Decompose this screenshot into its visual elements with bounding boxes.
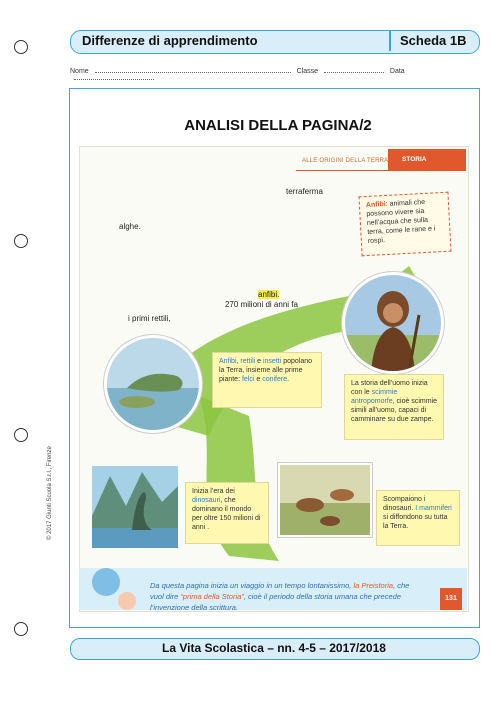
text-fragment: popolano la Terra, insieme alle prime piante: [219, 358, 313, 383]
term-scimmie-antropomorfe: scimmie antropomorfe [351, 389, 398, 405]
kicker-rule [296, 170, 466, 171]
text-270-milioni: 270 milioni di anni fa [225, 300, 298, 309]
term-felci: felci [241, 376, 255, 383]
page-footer-text [150, 580, 418, 613]
decor-circle [92, 568, 120, 596]
text-fragment: . [287, 376, 290, 383]
text-alghe: alghe. [119, 222, 141, 231]
worksheet-header-title: Differenze di apprendimento [82, 33, 258, 48]
text-fragment: e [255, 358, 263, 365]
amphibian-illustration [104, 335, 202, 433]
worksheet-id: Scheda 1B [400, 33, 467, 48]
text-fragment: La storia dell’uomo inizia con le [351, 380, 428, 396]
text-fragment: Inizia l’era dei [192, 488, 235, 495]
text-fragment: , cioè il periodo della storia umana che precede l’invenzione della scrittura. [150, 592, 401, 612]
text-fragment: Da questa pagina inizia un viaggio in un tempo lontanissimo, [150, 581, 354, 590]
term-conifere: conifere [262, 376, 288, 383]
mammals-illustration [278, 463, 372, 537]
text-fragment: , [236, 358, 241, 365]
text-anfibi: anfibi. [258, 290, 280, 299]
copyright-note: © 2017 Giunti Scuola S.r.l., Firenze [47, 446, 53, 540]
class-label: Classe [296, 68, 318, 75]
student-fields [70, 68, 478, 82]
text-fragment: si diffondono su tutta la Terra. [383, 514, 448, 530]
ape-man-illustration [342, 272, 444, 374]
section-tab [388, 149, 466, 171]
note-storia-uomo [344, 374, 444, 440]
text-fragment: , che dominano il mondo per oltre 150 milioni di anni . [192, 497, 261, 531]
decor-circle [118, 592, 136, 610]
text-fragment: e [254, 376, 263, 383]
note-anfibi-rettili [212, 352, 322, 408]
term-preistoria: la Preistoria [353, 581, 394, 590]
text-terraferma: terraferma [286, 187, 323, 196]
chapter-kicker: ALLE ORIGINI DELLA TERRA [302, 158, 389, 164]
definition-text: : animali che possono vivere sia nell’acqua che sulla terra, come le rane e i rospi. [366, 198, 436, 245]
date-field[interactable] [74, 79, 154, 80]
header-divider [389, 31, 391, 51]
term-prima-della-storia: “prima della Storia” [180, 592, 244, 601]
definition-term: Anfibi [365, 200, 386, 210]
definition-note-anfibi [358, 192, 451, 257]
name-field[interactable] [95, 72, 291, 73]
page-number: 131 [440, 588, 462, 610]
term-rettili: rettili [240, 358, 256, 365]
binder-hole [14, 40, 28, 54]
note-mammiferi [376, 490, 460, 546]
text-primi-rettili: i primi rettili, [128, 314, 171, 323]
date-label: Data [389, 68, 405, 75]
worksheet-title: ANALISI DELLA PAGINA/2 [184, 117, 372, 134]
name-label: Nome [70, 68, 89, 75]
binder-hole [14, 428, 28, 442]
text-fragment: Scompaiono i dinosauri. [383, 496, 426, 512]
binder-hole [14, 622, 28, 636]
class-field[interactable] [324, 72, 384, 73]
term-insetti: insetti [262, 358, 282, 365]
term-mammiferi: I mammiferi [415, 505, 452, 512]
publication-label: La Vita Scolastica – nn. 4-5 – 2017/2018 [162, 641, 386, 655]
term-dinosauri: dinosauri [192, 497, 221, 504]
term-anfibi: Anfibi [219, 358, 237, 365]
text-fragment: , cioè scimmie simili all’uomo, capaci di camminare su due zampe. [351, 398, 437, 423]
dinosaur-illustration [92, 466, 178, 548]
note-dinosauri [185, 482, 269, 544]
text-fragment: , che vuol dire [150, 581, 410, 601]
binder-hole [14, 234, 28, 248]
section-tab-label: STORIA [402, 156, 427, 163]
